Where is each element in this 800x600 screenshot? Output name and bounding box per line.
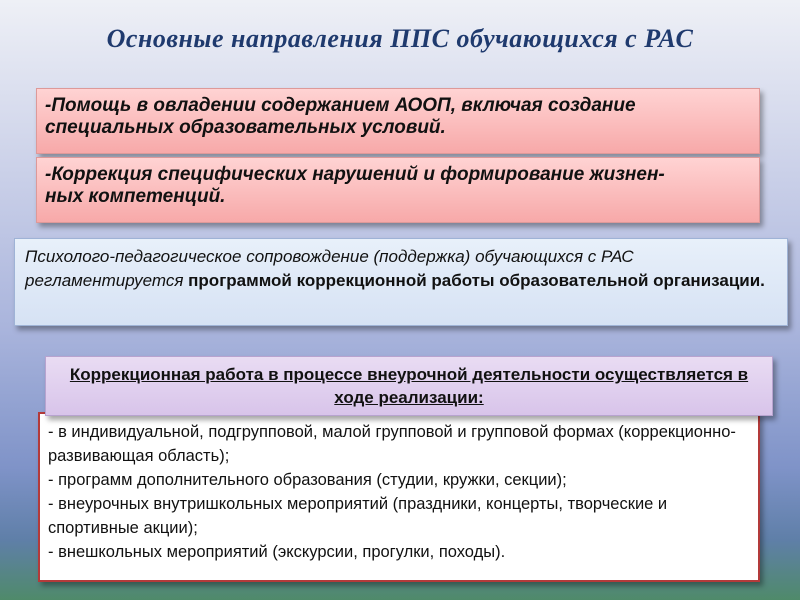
support-description-box [14,238,788,326]
slide-title: Основные направления ППС обучающихся с РАС [106,24,694,53]
list-item: - в индивидуальной, подгрупповой, малой групповой и групповой формах (коррекционно-развивающая область); [48,423,736,465]
direction-1-line-1: -Помощь в овладении содержанием АООП, включая создание [45,95,636,116]
direction-box-1 [36,88,760,154]
support-program-name: программой коррекционной работы образовательной организации. [188,271,765,290]
direction-2-line-2: ных компетенций. [45,186,226,207]
list-item: - программ дополнительного образования (студии, кружки, секции); [48,471,567,489]
list-item: - внеурочных внутришкольных мероприятий (праздники, концерты, творческие и спортивные акции); [48,495,668,537]
direction-2-line-1: -Коррекция специфических нарушений и формирование жизнен- [45,164,665,185]
direction-1-line-2: специальных образовательных условий. [45,117,446,138]
support-description-text: Психолого-педагогическое сопровождение (поддержка) обучающихся с РАС регламентируется [25,247,634,290]
direction-box-2 [36,157,760,223]
correction-forms-list [38,412,760,582]
list-item: - внешкольных мероприятий (экскурсии, прогулки, походы). [48,543,506,561]
correction-work-header: Коррекционная работа в процессе внеурочной деятельности осуществляется в ходе реализации: [45,356,773,416]
